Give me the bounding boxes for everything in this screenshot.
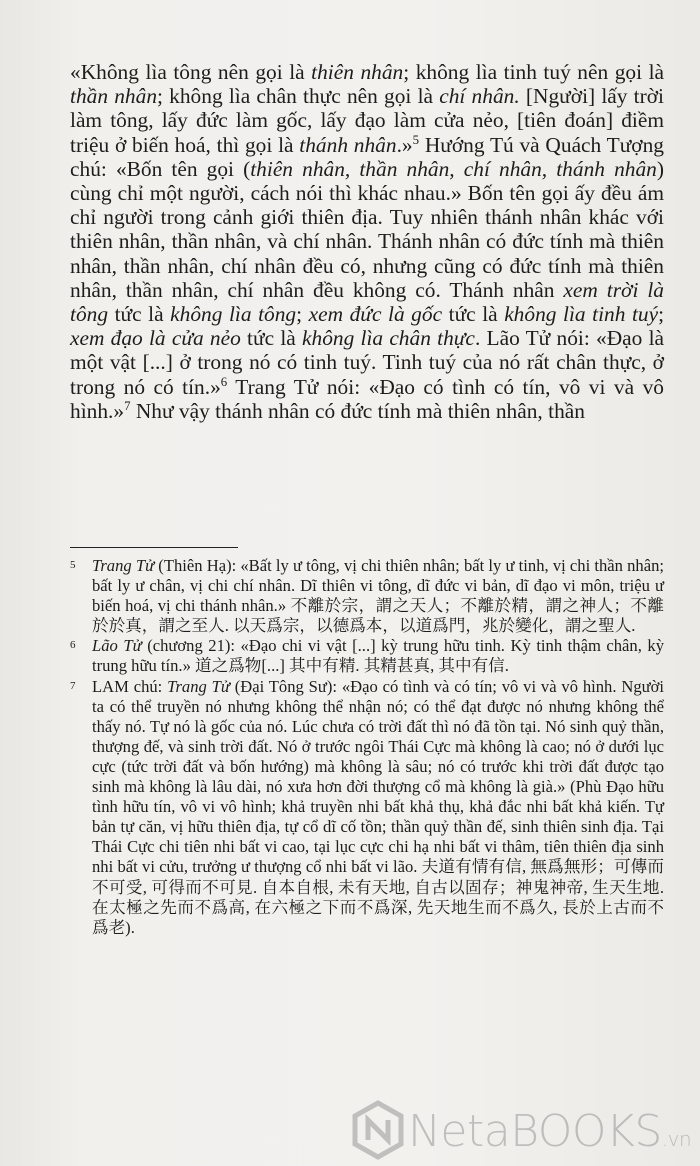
text-run: ; bbox=[658, 302, 665, 327]
text-run: (chương 21): «Đạo chi vi vật [...] kỳ trung hữu tinh. Kỳ tinh thậm chân, kỳ trung hữu tín.» 道之爲物[...] 其中有精. 其精甚真, 其中有信. bbox=[92, 636, 665, 676]
footnote-divider bbox=[70, 547, 238, 548]
footnote-5 bbox=[70, 556, 664, 636]
italic-run: Trang Tử bbox=[167, 676, 230, 696]
netabooks-watermark bbox=[352, 1100, 692, 1166]
text-run: «Không lìa tông nên gọi là bbox=[70, 60, 312, 84]
footnotes bbox=[70, 556, 664, 938]
italic-run: không lìa tinh tuý bbox=[504, 302, 659, 327]
text-run: tức là bbox=[240, 326, 302, 351]
italic-run: Trang Tử bbox=[92, 556, 155, 575]
italic-run: chí nhân. bbox=[439, 84, 520, 109]
text-run: (Đại Tông Sư): «Đạo có tình và có tín; vô vi và vô hình. Người ta có thể truyền nó nhưng không thể nhận nó; có thể đạt được nó nhưng không thể thấy nó. Tự nó là gốc của nó. Lúc chưa có trời đất thì nó đã tồn tại. Nó sinh quỷ thần, thượng đế, và sinh trời đất. Nó ở trước ngôi Thái Cực mà không là cao; nó ở dưới lục cực (tức trời đất và bốn hướng) mà không là sâu; nó có trước khi trời đất được tạo sinh mà không là lâu dài, nó xưa hơn đời thượng cổ mà không là già.» (Phù Đạo hữu tình hữu tín, vô vi vô hình; khả truyền nhi bất khả thụ, khả đắc nhi bất khả kiến. Tự bản tự căn, vị hữu thiên địa, tự cổ dĩ cố tồn; thần quỷ thần đế, sinh thiên sinh địa. Tại Thái Cực chi tiên nhi bất vi cao, tại lục cực chi hạ nhi bất vi thâm, tiên thiên địa sinh nhi bất vi cửu, trưởng ư thượng cổ nhi bất vi lão. 夫道有情有信, 無爲無形；可傳而不可受, 可得而不可見. 自本自根, 未有天地, 自古以固存；神鬼神帝, 生天生地. 在太極之先而不爲高, 在六極之下而不爲深, 先天地生而不爲久, 長於上古而不爲老). bbox=[92, 676, 664, 937]
text-run: LAM chú: bbox=[92, 676, 168, 696]
footnote-number: 6 bbox=[70, 639, 76, 652]
text-run: Hướng Tú và Quách Tượng chú: «Bốn tên gọi ( bbox=[70, 132, 664, 181]
footnote-7 bbox=[70, 677, 664, 938]
text-run: . Lão Tử nói: «Đạo là một vật [...] ở trong nó có tinh tuý. Tinh tuý của nó rất chân thực, ở trong nó có tín.» bbox=[70, 326, 665, 399]
text-run: ) cùng chỉ một người, cách nói thì khác nhau.» Bốn tên gọi ấy đều ám chỉ người trong cảnh giới thiên địa. Tuy nhiên thánh nhân khác với thiên nhân, thần nhân, và chí nhân. Thánh nhân có đức tính mà thiên nhân, thần nhân, chí nhân đều có, nhưng cũng có đức tính mà thiên nhân, thần nhân, chí nhân đều không có. Thánh nhân bbox=[70, 156, 664, 302]
footnote-ref: 5 bbox=[412, 132, 420, 147]
italic-run: thánh nhân bbox=[299, 132, 397, 157]
footnote-number: 7 bbox=[70, 679, 76, 692]
netabooks-logo-icon bbox=[352, 1100, 404, 1160]
watermark-suffix: .vn bbox=[661, 1127, 692, 1151]
italic-run: không lìa tông bbox=[170, 302, 297, 327]
italic-run: thiên nhân, thần nhân, chí nhân, thánh nhân bbox=[250, 156, 657, 181]
italic-run: xem trời là tông bbox=[70, 277, 664, 327]
text-run: ; không lìa chân thực nên gọi là bbox=[157, 84, 440, 109]
italic-run: Lão Tử bbox=[92, 636, 142, 656]
italic-run: thiên nhân bbox=[311, 60, 404, 84]
text-run: (Thiên Hạ): «Bất ly ư tông, vị chi thiên nhân; bất ly ư tinh, vị chi thần nhân; bất ly ư chân, vị chi chí nhân. Dĩ thiên vi tông, dĩ đức vi bản, dĩ đạo vi môn, triệu ư biến hoá, vị chi thánh nhân.» 不離於宗，謂之天人；不離於精，謂之神人；不離於於真，謂之至人. 以天爲宗，以德爲本，以道爲門，兆於變化，謂之聖人. bbox=[92, 556, 664, 636]
main-paragraph bbox=[70, 60, 664, 423]
italic-run: không lìa chân thực bbox=[302, 326, 475, 351]
footnote-number: 5 bbox=[70, 559, 76, 571]
footnote-ref: 6 bbox=[220, 374, 228, 389]
italic-run: xem đức là gốc bbox=[308, 302, 443, 327]
italic-run: xem đạo là cửa nẻo bbox=[70, 326, 241, 351]
watermark-text bbox=[408, 1106, 691, 1157]
text-run: .» bbox=[396, 132, 413, 157]
text-run: [Người] lấy trời làm tông, lấy đức làm gốc, lấy đạo làm cửa nẻo, [tiên đoán] điềm triệu ở biến hoá, thì gọi là bbox=[70, 84, 664, 157]
text-run: ; bbox=[296, 302, 309, 327]
watermark-brand: NetaBOOKS bbox=[408, 1106, 662, 1157]
italic-run: thần nhân bbox=[70, 84, 158, 109]
text-run: Trang Tử nói: «Đạo có tình có tín, vô vi và vô hình.» bbox=[70, 374, 664, 423]
text-run: Như vậy thánh nhân có đức tính mà thiên nhân, thần bbox=[130, 398, 585, 423]
footnote-ref: 7 bbox=[124, 398, 131, 413]
text-run: tức là bbox=[108, 302, 171, 327]
text-run: tức là bbox=[442, 302, 505, 327]
footnote-6 bbox=[70, 636, 664, 676]
text-run: ; không lìa tinh tuý nên gọi là bbox=[403, 60, 665, 84]
